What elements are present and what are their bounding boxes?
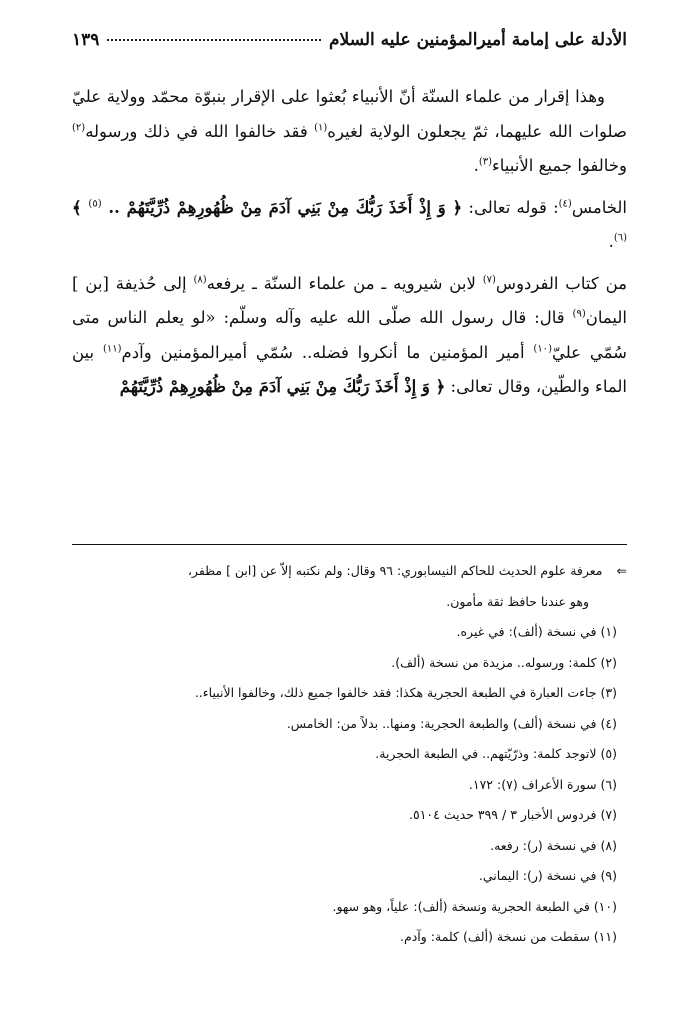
- running-title: الأدلة على إمامة أميرالمؤمنين عليه السلام: [329, 30, 627, 50]
- paragraph-2: [72, 191, 627, 260]
- footnote-ref-11: (١١): [102, 343, 122, 354]
- footnote-continuation: [72, 556, 627, 587]
- text-run: .: [473, 156, 479, 175]
- footnote-ref-1: (١): [314, 122, 328, 133]
- text-run: لابن شيرويه ـ من علماء السنّة ـ يرفعه: [206, 273, 483, 293]
- page-number: ١٣٩: [72, 30, 100, 50]
- text-run: من كتاب الفردوس: [495, 273, 627, 293]
- footnote-ref-8: (٨): [193, 274, 207, 285]
- text-run: إلى حُذيفة [بن ] اليمان: [72, 273, 627, 327]
- quran-verse: ﴿ وَ إِذْ أَخَذَ رَبُّكَ مِنْ بَنِي آدَمَ مِنْ ظُهُورِهِمْ ذُرِّيَّتَهُمْ ..: [101, 197, 463, 217]
- footnote-ref-4: (٤): [558, 198, 572, 209]
- text-run: أمير المؤمنين ما أنكروا فضله.. سُمّي أميرالمؤمنين وآدم: [121, 342, 534, 362]
- footnote-3: (٣) جاءت العبارة في الطبعة الحجرية هكذا: فقد خالفوا جميع ذلك، وخالفوا الأنبياء..: [194, 685, 617, 700]
- text-run: .: [608, 232, 614, 251]
- footnote-4: (٤) في نسخة (ألف) والطبعة الحجرية: ومنها.. بدلاً من: الخامس.: [286, 715, 617, 731]
- paragraph-3: [72, 267, 627, 405]
- footnote-1: (١) في نسخة (ألف): في غيره.: [456, 624, 617, 639]
- quran-verse: ﴿ وَ إِذْ أَخَذَ رَبُّكَ مِنْ بَنِي آدَمَ مِنْ ظُهُورِهِمْ ذُرِّيَّتَهُمْ: [119, 377, 446, 396]
- footnote-11: (١١) سقطت من نسخة (ألف) كلمة: وآدم.: [400, 929, 617, 944]
- continuation-arrow-icon: ⇐: [616, 563, 627, 578]
- text-run: بين الماء والطّين، وقال تعالى:: [72, 342, 627, 396]
- footnote-ref-5: (٥): [88, 198, 102, 209]
- footnote-2: (٢) كلمة: ورسوله.. مزيدة من نسخة (ألف).: [391, 654, 617, 670]
- footnote-7: (٧) فردوس الأخبار ٣ / ٣٩٩ حديث ٥١٠٤.: [409, 807, 617, 822]
- text-run: وخالفوا جميع الأنبياء: [492, 156, 627, 175]
- footnote-8: (٨) في نسخة (ر): رفعه.: [490, 837, 617, 853]
- page-header: [72, 30, 627, 60]
- footnote-10: (١٠) في الطبعة الحجرية ونسخة (ألف): علياً، وهو سهو.: [332, 898, 617, 914]
- footnote-ref-3: (٣): [478, 156, 492, 168]
- text-run: : قوله تعالى:: [462, 197, 559, 217]
- footnotes: [72, 556, 627, 953]
- main-text: [72, 80, 627, 412]
- text-run: وهذا إقرار من علماء السنّة أنّ الأنبياء بُعثوا على الإقرار بنبوّة محمّد وولاية عليّ صلوات الله عليهما، ثمّ يجعلون الولاية لغيره: [72, 87, 627, 141]
- footnote-separator: [72, 544, 627, 545]
- footnote-ref-7: (٧): [482, 274, 496, 285]
- dotted-leader: [107, 39, 321, 41]
- footnote-5: (٥) لاتوجد كلمة: وذرّيّتهم.. في الطبعة الحجرية.: [375, 746, 617, 761]
- footnote-9: (٩) في نسخة (ر): اليماني.: [478, 868, 617, 883]
- paragraph-1: [72, 80, 627, 184]
- text-run: قال: قال رسول الله صلّى الله عليه وآله وسلّم: «لو يعلم الناس متى سُمّي عليّ: [72, 308, 627, 362]
- text-run: الخامس: [571, 197, 627, 217]
- verse-close-bracket: ﴾: [72, 197, 89, 217]
- footnote-ref-10: (١٠): [533, 343, 552, 354]
- footnote-ref-6: (٦): [613, 232, 627, 244]
- text-run: فقد خالفوا الله في ذلك ورسوله: [85, 121, 315, 141]
- footnote-continuation-line-2: وهو عندنا حافظ ثقة مأمون.: [446, 593, 589, 609]
- footnote-ref-9: (٩): [572, 308, 586, 320]
- footnote-ref-2: (٢): [72, 122, 86, 133]
- footnote-text: معرفة علوم الحديث للحاكم النيسابوري: ٩٦ وقال: ولم نكتبه إلاّ عن [ابن ] مظفر،: [187, 563, 603, 578]
- footnote-6: (٦) سورة الأعراف (٧): ١٧٢.: [468, 776, 617, 792]
